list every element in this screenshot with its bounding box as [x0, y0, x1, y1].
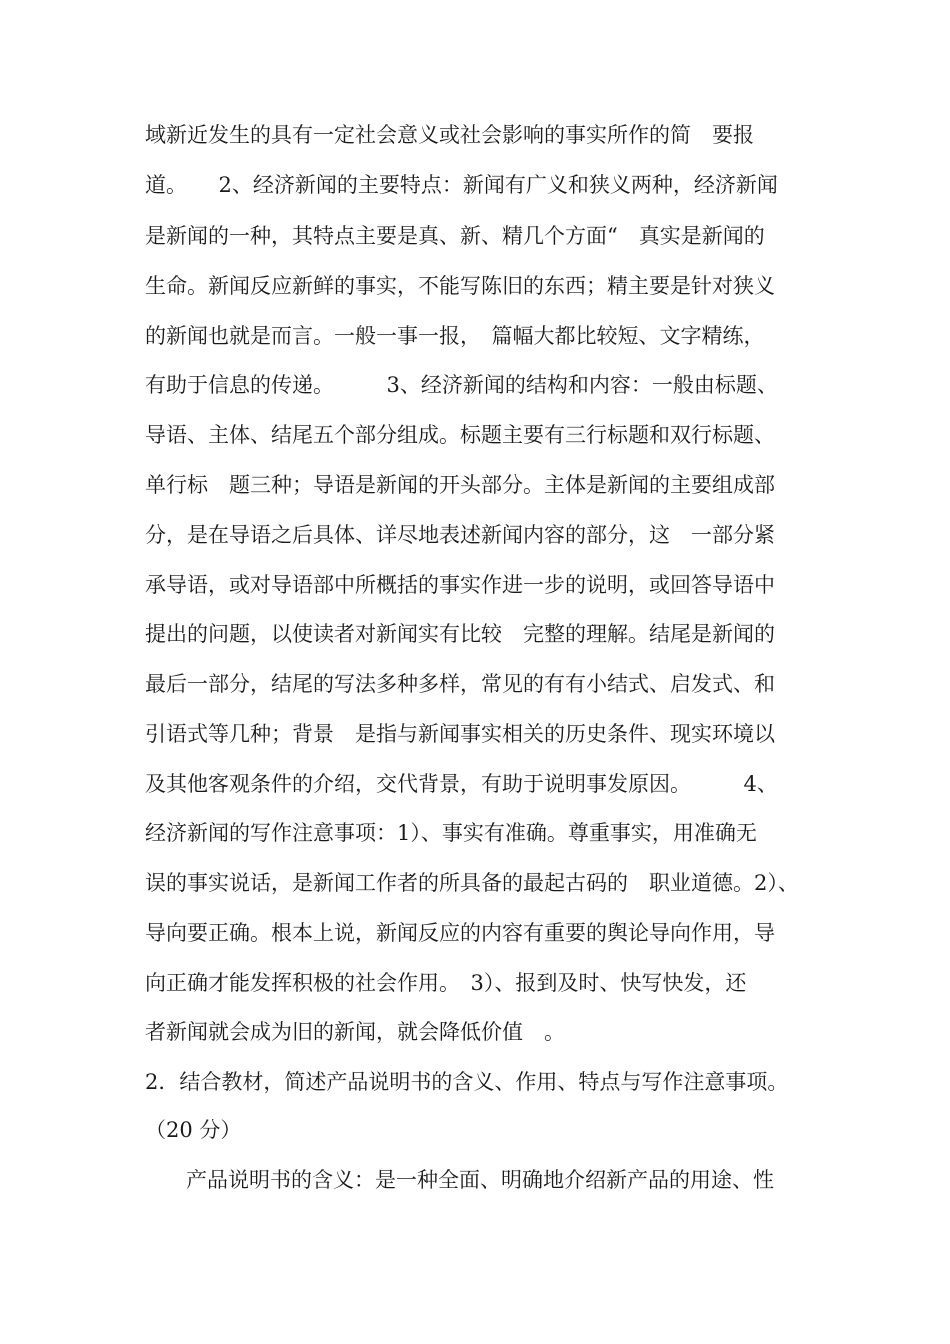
text-line: 者新闻就会成为旧的新闻，就会降低价值 。	[145, 1020, 565, 1044]
question-score: （20 分）	[145, 1118, 242, 1142]
text-line: 单行标 题三种；导语是新闻的开头部分。主体是新闻的主要组成部	[145, 473, 775, 497]
text-line: 向正确才能发挥积极的社会作用。 3）、报到及时、快写快发，还	[145, 971, 747, 995]
text-line: 分，是在导语之后具体、详尽地表述新闻内容的部分，这 一部分紧	[145, 523, 775, 547]
text-line: 道。 2、经济新闻的主要特点：新闻有广义和狭义两种，经济新闻	[145, 173, 778, 197]
text-line: 域新近发生的具有一定社会意义或社会影响的事实所作的简 要报	[145, 123, 754, 147]
answer-paragraph-start: 产品说明书的含义：是一种全面、明确地介绍新产品的用途、性	[186, 1168, 774, 1192]
text-line: 承导语，或对导语部中所概括的事实作进一步的说明，或回答导语中	[145, 573, 775, 597]
text-line: 生命。新闻反应新鲜的事实，不能写陈旧的东西；精主要是针对狭义	[145, 274, 775, 298]
text-line: 的新闻也就是而言。一般一事一报， 篇幅大都比较短、文字精练，	[145, 324, 765, 348]
text-line: 是新闻的一种，其特点主要是真、新、精几个方面“ 真实是新闻的	[145, 224, 765, 248]
text-line: 导向要正确。根本上说，新闻反应的内容有重要的舆论导向作用，导	[145, 921, 775, 945]
text-line: 有助于信息的传递。 3、经济新闻的结构和内容：一般由标题、	[145, 373, 778, 397]
question-heading: 2．结合教材，简述产品说明书的含义、作用、特点与写作注意事项。	[145, 1070, 789, 1094]
text-line: 提出的问题，以使读者对新闻实有比较 完整的理解。结尾是新闻的	[145, 622, 775, 646]
text-line: 及其他客观条件的介绍，交代背景，有助于说明事发原因。 4、	[145, 772, 778, 796]
text-line: 误的事实说话，是新闻工作者的所具备的最起古码的 职业道德。2）、	[145, 871, 799, 895]
text-line: 引语式等几种；背景 是指与新闻事实相关的历史条件、现实环境以	[145, 722, 775, 746]
text-line: 导语、主体、结尾五个部分组成。标题主要有三行标题和双行标题、	[145, 423, 775, 447]
text-line: 经济新闻的写作注意事项：1）、事实有准确。尊重事实，用准确无	[145, 821, 757, 845]
text-line: 最后一部分，结尾的写法多种多样，常见的有有小结式、启发式、和	[145, 672, 775, 696]
